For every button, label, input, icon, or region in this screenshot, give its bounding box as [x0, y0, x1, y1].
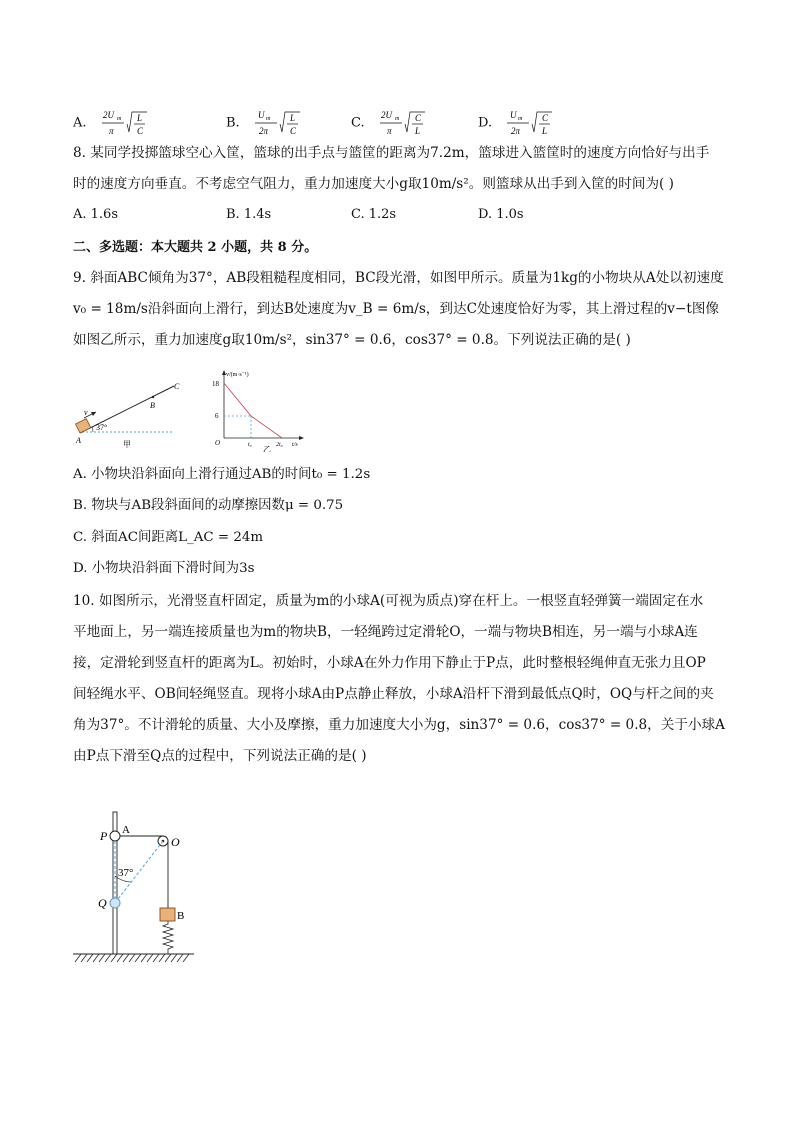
q8-stem-line1: 8. 某同学投掷篮球空心入筐，篮球的出手点与篮筐的距离为7.2m，篮球进入篮筐时的速度方向恰好与出手 — [73, 145, 710, 161]
q8-option-d[interactable]: D. 1.0s — [478, 207, 524, 222]
block-b — [160, 908, 175, 921]
label-q: Q — [98, 896, 107, 910]
label-o: O — [171, 835, 180, 849]
label-v: v — [84, 408, 88, 417]
svg-text:m: m — [394, 116, 400, 122]
label-angle-37: 37° — [118, 867, 134, 879]
label-c: C — [174, 382, 180, 391]
q7-option-d-formula — [496, 106, 556, 140]
vt-y-label: v/(m·s⁻¹) — [226, 372, 249, 378]
vt-tick-2t0: 2t₀ — [276, 442, 283, 448]
q9-option-a[interactable]: A. 小物块沿斜面向上滑行通过AB的时间t₀ = 1.2s — [73, 467, 371, 482]
section-heading: 二、多选题：本大题共 2 小题，共 8 分。 — [73, 240, 318, 255]
caption-jia: 甲 — [123, 440, 131, 449]
vt-x-label: t/s — [292, 442, 298, 448]
label-b: B — [150, 401, 155, 410]
svg-text:C: C — [414, 113, 421, 123]
spring — [163, 921, 173, 954]
ball-q — [110, 898, 120, 908]
svg-text:U: U — [510, 110, 517, 120]
svg-text:π: π — [386, 126, 392, 136]
svg-text:2π: 2π — [511, 126, 521, 136]
svg-text:m: m — [518, 116, 523, 122]
q10-stem-line6: 由P点下滑至Q点的过程中，下列说法正确的是( ) — [73, 748, 367, 764]
q9-stem-line1: 9. 斜面ABC倾角为37°，AB段粗糙程度相同，BC段光滑，如图甲所示。质量为1kg的小物块从A处以初速度 — [73, 270, 724, 286]
vt-origin: O — [215, 439, 221, 447]
incline-figure — [70, 375, 190, 450]
vt-tick-t0: t₀ — [248, 442, 252, 448]
svg-text:L: L — [414, 126, 420, 136]
q9-stem-line3: 如图乙所示，重力加速度g取10m/s²，sin37° = 0.6，cos37° = 0.8。下列说法正确的是( ) — [73, 332, 631, 348]
svg-text:L: L — [289, 113, 295, 123]
label-a: A — [122, 824, 130, 836]
svg-text:m: m — [265, 116, 271, 122]
vt-tick-6: 6 — [215, 412, 219, 420]
svg-text:C: C — [289, 126, 296, 136]
label-angle: 37° — [96, 423, 108, 432]
pulley-figure — [70, 806, 200, 966]
ball-p — [110, 831, 120, 841]
q9-option-d[interactable]: D. 小物块沿斜面下滑时间为3s — [73, 561, 255, 576]
q9-stem-line2: v₀ = 18m/s沿斜面向上滑行，到达B处速度为v_B = 6m/s，到达C处速度恰好为零，其上滑过程的v−t图像 — [73, 301, 720, 317]
incline-block — [76, 419, 91, 433]
incline-line — [80, 386, 174, 433]
svg-text:2π: 2π — [258, 126, 268, 136]
q7-option-c-formula — [369, 106, 429, 140]
svg-text:L: L — [542, 126, 548, 136]
q9-option-c[interactable]: C. 斜面AC间距离L_AC = 24m — [73, 530, 264, 545]
q8-option-c[interactable]: C. 1.2s — [351, 207, 397, 222]
vt-curve — [224, 383, 282, 438]
svg-text:C: C — [136, 126, 143, 136]
vt-tick-18: 18 — [212, 380, 219, 388]
caption-yi: 乙 — [263, 445, 271, 452]
q7-option-d[interactable]: D. U m 2π C L — [478, 106, 556, 140]
vt-graph — [206, 366, 316, 452]
q7-option-b-formula — [244, 106, 304, 140]
q7-option-b[interactable]: B. U m 2π L C — [226, 106, 304, 140]
q10-stem-line1: 10. 如图所示，光滑竖直杆固定，质量为m的小球A(可视为质点)穿在杆上。一根竖直轻弹簧一端固定在水 — [73, 593, 704, 609]
label-a: A — [76, 436, 81, 445]
q7-option-c[interactable]: C. 2U m π C L — [351, 106, 429, 140]
q10-stem-line5: 角为37°。不计滑轮的质量、大小及摩擦，重力加速度大小为g，sin37° = 0.6，cos37° = 0.8，关于小球A — [73, 717, 725, 733]
q10-stem-line4: 间轻绳水平、OB间轻绳竖直。现将小球A由P点静止释放，小球A沿杆下滑到最低点Q时，OQ与杆之间的夹 — [73, 686, 714, 702]
q8-option-a[interactable]: A. 1.6s — [73, 207, 118, 222]
ground-hatch — [75, 954, 189, 962]
label-b: B — [177, 910, 185, 922]
svg-text:π: π — [108, 126, 114, 136]
svg-text:U: U — [257, 110, 265, 120]
q8-stem-line2: 时的速度方向垂直。不考虑空气阻力，重力加速度大小g取10m/s²。则篮球从出手到入筐的时间为( ) — [73, 176, 674, 192]
q9-option-b[interactable]: B. 物块与AB段斜面间的动摩擦因数μ = 0.75 — [73, 498, 344, 513]
q10-stem-line3: 接，定滑轮到竖直杆的距离为L。初始时，小球A在外力作用下静止于P点，此时整根轻绳伸直无张力且OP — [73, 655, 706, 671]
svg-text:2U: 2U — [380, 110, 392, 120]
q10-stem-line2: 平地面上，另一端连接质量也为m的物块B，一轻绳跨过定滑轮O，一端与物块B相连，另一端与小球A连 — [73, 624, 698, 640]
svg-text:2U: 2U — [102, 110, 114, 120]
q7-option-a[interactable]: A. 2U m π L C — [73, 106, 151, 140]
label-p: P — [100, 829, 108, 843]
q8-option-b[interactable]: B. 1.4s — [226, 207, 272, 222]
q7-option-a-formula — [91, 106, 151, 140]
svg-text:C: C — [542, 113, 549, 123]
svg-text:L: L — [136, 113, 142, 123]
svg-text:m: m — [116, 116, 122, 122]
